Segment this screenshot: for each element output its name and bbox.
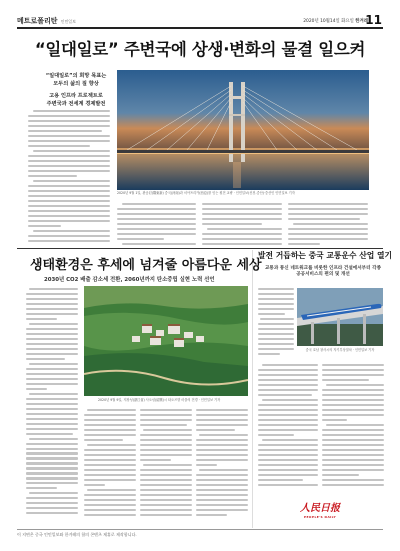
- main-body-column-1: [28, 110, 110, 245]
- transport-subheadline: 교통과 통신 네트워크를 비롯한 인프라 건설에서부터 각종 공공서비스의 편의 및 개선: [264, 266, 382, 278]
- main-body-column-4: [288, 203, 368, 247]
- brand-name: 한겨레: [355, 19, 368, 24]
- footer-note: 이 지면은 중국 인민일보와 한겨레의 합의 콘텐츠 제휴로 제작합니다.: [17, 532, 137, 537]
- village-photo-caption: 2020년 9월 9일, 저장성(浙江省) 사오싱(紹興)시 타오즈향 마을의 전경 · 인민일보 기자: [98, 398, 221, 402]
- deck-line: “일대일로”의 희망 목표는: [45, 73, 107, 79]
- logo-mark: 人民日报: [300, 503, 340, 514]
- footer-rule: [17, 529, 383, 530]
- maglev-photo-caption: 중국 호남 창사시의 자기부상열차 · 인민일보 기자: [305, 348, 375, 352]
- deck-line: 모두의 삶의 질 향상: [53, 81, 99, 87]
- transport-headline: 발전 거듭하는 중국 교통운수 산업 열기: [258, 251, 393, 260]
- deck-line: 주변국과 전세계 경제발전: [46, 101, 106, 107]
- column-divider: [252, 250, 253, 528]
- section-sub: 인민일보: [60, 19, 77, 24]
- date-line: 2020년 10월14일 화요일 한겨레: [303, 19, 368, 24]
- maglev-photo: [297, 288, 383, 346]
- transport-body-column-3: [322, 364, 384, 494]
- page-number: 11: [365, 13, 382, 27]
- header-rule: [17, 27, 383, 29]
- peoples-daily-logo: [300, 499, 340, 519]
- environment-subheadline: 2030년 CO2 배출 감소세 전환, 2060년까지 탄소중립 실현 노력 선언: [44, 277, 215, 283]
- transport-body-column-1: [258, 288, 294, 360]
- main-body-column-2: [117, 203, 196, 247]
- main-headline: “일대일로” 주변국에 상생·변화의 물결 일으켜: [34, 40, 366, 59]
- main-deck: [36, 72, 116, 108]
- bridge-photo: [117, 70, 369, 190]
- environment-body-column-3: [140, 409, 192, 526]
- village-photo: [84, 286, 248, 396]
- environment-headline: 생태환경은 후세에 넘겨줄 아름다운 세상: [30, 258, 262, 273]
- environment-body-column-4: [196, 409, 248, 526]
- main-body-column-3: [202, 203, 282, 247]
- section-label: 메트로폴리탄 인민일보: [17, 17, 77, 25]
- section-divider: [17, 248, 383, 249]
- transport-body-column-2: [258, 364, 318, 494]
- environment-body-column-2: [84, 409, 136, 526]
- logo-sub: PEOPLE'S DAILY: [303, 515, 337, 519]
- deck-line: 고용 인프라 프로젝트로: [49, 93, 103, 99]
- environment-body-column-1: [26, 288, 78, 526]
- bridge-photo-caption: 2020년 9월 1일, 완공된(鄭東新) 중국(河南)과 서아프리카(西亞)를 잇는 원전 교량 · 인민일보(신천-중산)·중산인 인민일보 기자: [117, 191, 295, 195]
